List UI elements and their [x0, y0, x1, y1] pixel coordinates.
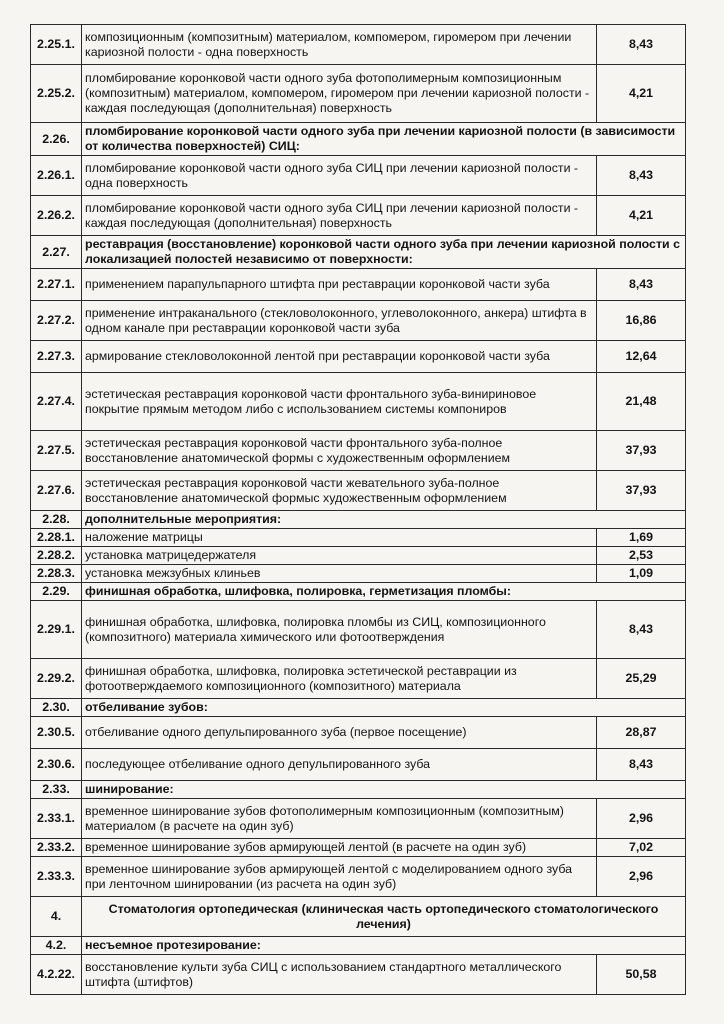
table-row: [31, 565, 686, 583]
service-description: эстетическая реставрация коронковой части фронтального зуба-винириновое покрытие прямым методом либо с использованием системы компониров: [82, 373, 597, 431]
service-price: 37,93: [597, 471, 686, 511]
row-code: 2.29.: [31, 583, 82, 601]
row-code: 2.30.: [31, 699, 82, 717]
service-description: финишная обработка, шлифовка, полировка эстетической реставрации из фотоотверждаемого композиционного (композитного) материала: [82, 659, 597, 699]
row-code: 2.29.2.: [31, 659, 82, 699]
section-row: [31, 699, 686, 717]
table-row: [31, 857, 686, 897]
section-row: [31, 937, 686, 955]
service-price: 21,48: [597, 373, 686, 431]
service-price: 16,86: [597, 301, 686, 341]
service-description: эстетическая реставрация коронковой части фронтального зуба-полное восстановление анатомической формы с художественным оформлением: [82, 431, 597, 471]
section-row: [31, 511, 686, 529]
price-table: [30, 24, 686, 995]
row-code: 2.27.3.: [31, 341, 82, 373]
table-row: [31, 431, 686, 471]
table-row: [31, 529, 686, 547]
service-description: временное шинирование зубов армирующей лентой с моделированием одного зуба при ленточном шинировании (из расчета на один зуб): [82, 857, 597, 897]
row-code: 2.27.6.: [31, 471, 82, 511]
service-description: отбеливание одного депульпированного зуба (первое посещение): [82, 717, 597, 749]
table-row: [31, 955, 686, 995]
service-price: 8,43: [597, 749, 686, 781]
service-description: временное шинирование зубов фотополимерным композиционным (композитным) материалом (в расчете на один зуб): [82, 799, 597, 839]
row-code: 2.30.6.: [31, 749, 82, 781]
table-row: [31, 341, 686, 373]
service-price: 8,43: [597, 156, 686, 196]
row-code: 2.33.: [31, 781, 82, 799]
service-description: восстановление культи зуба СИЦ с использованием стандартного металлического штифта (штифтов): [82, 955, 597, 995]
section-title: финишная обработка, шлифовка, полировка, герметизация пломбы:: [82, 583, 686, 601]
section-title: Стоматология ортопедическая (клиническая часть ортопедического стоматологического лечения): [82, 897, 686, 937]
row-code: 2.30.5.: [31, 717, 82, 749]
service-description: применение интраканального (стекловолоконного, углеволоконного, анкера) штифта в одном канале при реставрации коронковой части зуба: [82, 301, 597, 341]
row-code: 2.27.5.: [31, 431, 82, 471]
row-code: 2.28.1.: [31, 529, 82, 547]
service-description: последующее отбеливание одного депульпированного зуба: [82, 749, 597, 781]
table-row: [31, 717, 686, 749]
section-title: реставрация (восстановление) коронковой части одного зуба при лечении кариозной полости с локализацией полостей независимо от поверхности:: [82, 236, 686, 269]
row-code: 2.27.2.: [31, 301, 82, 341]
service-description: композиционным (композитным) материалом, компомером, гиромером при лечении кариозной полости - одна поверхность: [82, 25, 597, 65]
row-code: 2.26.1.: [31, 156, 82, 196]
service-description: установка матрицедержателя: [82, 547, 597, 565]
service-description: армирование стекловолоконной лентой при реставрации коронковой части зуба: [82, 341, 597, 373]
section-row: [31, 781, 686, 799]
section-title: пломбирование коронковой части одного зуба при лечении кариозной полости (в зависимости от количества поверхностей) СИЦ:: [82, 123, 686, 156]
service-description: финишная обработка, шлифовка, полировка пломбы из СИЦ, композиционного (композитного) материала химического или фотоотверждения: [82, 601, 597, 659]
service-price: 28,87: [597, 717, 686, 749]
service-price: 4,21: [597, 65, 686, 123]
service-price: 12,64: [597, 341, 686, 373]
service-description: наложение матрицы: [82, 529, 597, 547]
service-price: 2,96: [597, 857, 686, 897]
price-table-body: [31, 25, 686, 995]
service-price: 8,43: [597, 601, 686, 659]
service-price: 7,02: [597, 839, 686, 857]
service-price: 25,29: [597, 659, 686, 699]
service-description: пломбирование коронковой части одного зуба фотополимерным композиционным (композитным) материалом, компомером, гиромером при лечении кариозной полости - каждая последующая (дополнительная) поверхность: [82, 65, 597, 123]
service-price: 4,21: [597, 196, 686, 236]
row-code: 2.28.3.: [31, 565, 82, 583]
service-description: пломбирование коронковой части одного зуба СИЦ при лечении кариозной полости - каждая последующая (дополнительная) поверхность: [82, 196, 597, 236]
table-row: [31, 601, 686, 659]
service-description: применением парапульпарного штифта при реставрации коронковой части зуба: [82, 269, 597, 301]
service-description: установка межзубных клиньев: [82, 565, 597, 583]
section-title: дополнительные мероприятия:: [82, 511, 686, 529]
service-price: 1,69: [597, 529, 686, 547]
table-row: [31, 25, 686, 65]
service-price: 8,43: [597, 25, 686, 65]
section-title: несъемное протезирование:: [82, 937, 686, 955]
row-code: 2.27.4.: [31, 373, 82, 431]
row-code: 2.29.1.: [31, 601, 82, 659]
table-row: [31, 547, 686, 565]
service-description: временное шинирование зубов армирующей лентой (в расчете на один зуб): [82, 839, 597, 857]
row-code: 4.2.: [31, 937, 82, 955]
row-code: 2.26.: [31, 123, 82, 156]
table-row: [31, 373, 686, 431]
table-row: [31, 301, 686, 341]
row-code: 2.25.1.: [31, 25, 82, 65]
table-row: [31, 65, 686, 123]
service-description: пломбирование коронковой части одного зуба СИЦ при лечении кариозной полости - одна поверхность: [82, 156, 597, 196]
service-price: 8,43: [597, 269, 686, 301]
service-price: 50,58: [597, 955, 686, 995]
section-row: [31, 583, 686, 601]
service-price: 1,09: [597, 565, 686, 583]
row-code: 2.25.2.: [31, 65, 82, 123]
row-code: 2.33.3.: [31, 857, 82, 897]
row-code: 4.2.22.: [31, 955, 82, 995]
table-row: [31, 269, 686, 301]
section-title: шинирование:: [82, 781, 686, 799]
table-row: [31, 749, 686, 781]
section-title: отбеливание зубов:: [82, 699, 686, 717]
section-row: [31, 236, 686, 269]
row-code: 2.27.1.: [31, 269, 82, 301]
service-price: 37,93: [597, 431, 686, 471]
row-code: 2.33.2.: [31, 839, 82, 857]
row-code: 2.28.2.: [31, 547, 82, 565]
table-row: [31, 799, 686, 839]
table-row: [31, 471, 686, 511]
service-price: 2,96: [597, 799, 686, 839]
table-row: [31, 839, 686, 857]
row-code: 4.: [31, 897, 82, 937]
row-code: 2.33.1.: [31, 799, 82, 839]
row-code: 2.26.2.: [31, 196, 82, 236]
table-row: [31, 156, 686, 196]
service-description: эстетическая реставрация коронковой части жевательного зуба-полное восстановление анатомической формыс художественным оформлением: [82, 471, 597, 511]
section-row: [31, 897, 686, 937]
table-row: [31, 196, 686, 236]
service-price: 2,53: [597, 547, 686, 565]
table-row: [31, 659, 686, 699]
section-row: [31, 123, 686, 156]
row-code: 2.28.: [31, 511, 82, 529]
row-code: 2.27.: [31, 236, 82, 269]
